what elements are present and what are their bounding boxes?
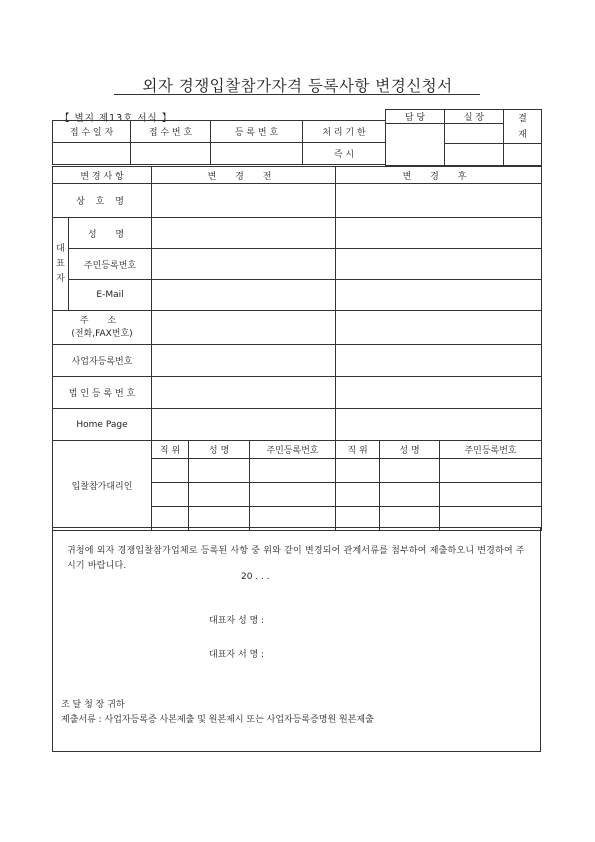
item-header: 변 경 사 항	[53, 167, 152, 184]
agent-cell[interactable]	[336, 459, 380, 483]
trade-name-before[interactable]	[152, 184, 336, 218]
header-top-rule	[52, 120, 385, 121]
declaration-box	[52, 527, 541, 752]
document-title: 외자 경쟁입찰참가자격 등록사항 변경신청서	[142, 77, 453, 95]
receipt-number-cell[interactable]	[131, 143, 211, 165]
rep-name-label: 성 명	[69, 218, 152, 249]
homepage-after[interactable]	[336, 409, 542, 441]
biz-reg-no-label: 사업자등록번호	[53, 345, 152, 377]
processing-period-label: 처 리 기 한	[303, 121, 386, 143]
registration-number-label: 등 록 번 호	[211, 121, 303, 143]
agent-cell[interactable]	[250, 483, 336, 507]
address-label-sub: (전화,FAX번호)	[71, 328, 133, 339]
address-label-main: 주 소	[79, 315, 125, 326]
approval-in-charge-sign[interactable]	[386, 124, 445, 166]
agent-cell[interactable]	[189, 483, 250, 507]
agent-col-position-2: 직 위	[336, 441, 380, 459]
homepage-before[interactable]	[152, 409, 336, 441]
approval-sign-label	[504, 110, 542, 144]
rep-email-label: E-Mail	[69, 280, 152, 311]
agent-col-name-1: 성 명	[189, 441, 250, 459]
declaration-text: 귀청에 외자 경쟁입찰참가업체로 등록된 사항 중 위와 같이 변경되어 관계서류를 첨부하여 제출하오니 변경하여 주시기 바랍니다.	[67, 546, 525, 571]
homepage-label: Home Page	[53, 409, 152, 441]
approval-extra-cell[interactable]	[504, 144, 542, 166]
agent-col-name-2: 성 명	[380, 441, 440, 459]
receipt-number-label: 접 수 번 호	[131, 121, 211, 143]
approval-sign-text: 결재	[518, 113, 527, 140]
approval-table	[385, 109, 542, 166]
trade-name-label: 상 호 명	[53, 184, 152, 218]
agent-col-resident-2: 주민등록번호	[440, 441, 542, 459]
biz-reg-no-before[interactable]	[152, 345, 336, 377]
receipt-date-label: 접 수 일 자	[53, 121, 131, 143]
receipt-date-cell[interactable]	[53, 143, 131, 165]
rep-email-before[interactable]	[152, 280, 336, 311]
approval-director-sign[interactable]	[445, 124, 504, 144]
changes-table	[52, 166, 542, 531]
before-header: 변 경 전	[152, 167, 336, 184]
address-before[interactable]	[152, 311, 336, 345]
address-after[interactable]	[336, 311, 542, 345]
biz-reg-no-after[interactable]	[336, 345, 542, 377]
rep-name-signature-line: 대표자 성 명 :	[209, 616, 265, 626]
registration-number-cell[interactable]	[211, 143, 303, 165]
agent-cell[interactable]	[336, 483, 380, 507]
agent-col-resident-1: 주민등록번호	[250, 441, 336, 459]
title-underline	[114, 94, 480, 95]
rep-name-after[interactable]	[336, 218, 542, 249]
form-number-label: 【 별지 제13호 서식 】	[60, 113, 173, 124]
corp-reg-no-after[interactable]	[336, 377, 542, 409]
rep-resident-no-label: 주민등록번호	[69, 249, 152, 280]
rep-email-after[interactable]	[336, 280, 542, 311]
rep-sign-signature-line: 대표자 서 명 :	[209, 650, 265, 660]
agent-cell[interactable]	[440, 483, 542, 507]
rep-name-before[interactable]	[152, 218, 336, 249]
agent-cell[interactable]	[380, 459, 440, 483]
after-header: 변 경 후	[336, 167, 542, 184]
corp-reg-no-before[interactable]	[152, 377, 336, 409]
approval-director-label: 실 장	[445, 110, 504, 124]
agent-cell[interactable]	[380, 483, 440, 507]
agent-label: 입찰참가대리인	[53, 441, 152, 531]
corp-reg-no-label: 법 인 등 록 번 호	[53, 377, 152, 409]
representative-group-text: 대표자	[56, 243, 65, 284]
declaration-date: 20 . . .	[241, 572, 270, 582]
agent-col-position-1: 직 위	[152, 441, 189, 459]
rep-resident-no-before[interactable]	[152, 249, 336, 280]
agent-cell[interactable]	[152, 483, 189, 507]
approval-in-charge-label: 담 당	[386, 110, 445, 124]
rep-resident-no-after[interactable]	[336, 249, 542, 280]
agent-cell[interactable]	[440, 459, 542, 483]
trade-name-after[interactable]	[336, 184, 542, 218]
agent-cell[interactable]	[152, 459, 189, 483]
addressee: 조 달 청 장 귀하	[61, 700, 125, 710]
representative-group-label	[53, 218, 69, 311]
attachments-note: 제출서류 : 사업자등록증 사본제출 및 원본제시 또는 사업자등록증명원 원본제출	[61, 715, 374, 725]
agent-cell[interactable]	[250, 459, 336, 483]
approval-director-sign-2[interactable]	[445, 144, 504, 166]
address-label	[53, 311, 152, 345]
processing-period-value: 즉 시	[303, 143, 386, 165]
receipt-table	[52, 120, 386, 165]
agent-cell[interactable]	[189, 459, 250, 483]
